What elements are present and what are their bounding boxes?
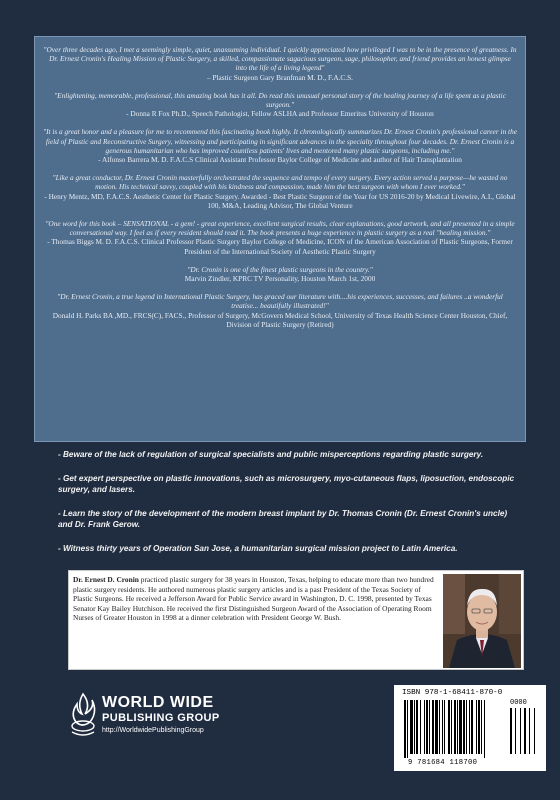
blurb-quote: "Over three decades ago, I met a seemingly simple, quiet, unassuming individual. I quickly appreciated how privileged I was to be in the presence of greatness. In Dr. Ernest Cronin's Healing Mission of Plastic Surgery, a skilled, compassionate sagacious surgeon, sage, philosopher, and friend provides an honest glimpse into the life of a living legend" [43,45,517,73]
barcode-bar [435,700,438,754]
publisher-url: http://WorldwidePublishingGroup [102,727,204,734]
blurb-quote: "Dr. Cronin is one of the finest plastic surgeons in the country." [187,264,373,274]
barcode-bar [439,700,440,754]
blurb-quote: "Enlightening, memorable, professional, this amazing book has it all. Do read this unusual personal story of the healing journey of a life spent as a plastic surgeon." [54,90,506,110]
barcode-bar [424,700,425,754]
blurb-attribution: - Alfonso Barrera M. D. F.A.C.S Clinical Assistant Professor Baylor College of Medicine and author of Hair Transplantation [98,155,462,165]
barcode-bar [432,700,434,754]
barcode-bar [484,700,485,758]
blurb-attribution: – Plastic Surgeon Gary Branfman M. D., F.A.C.S. [206,72,354,82]
ean-number: 9 781684 118700 [408,759,478,767]
barcode-bar [448,700,450,754]
barcode-bar [404,700,406,758]
addon-bar [510,708,512,754]
blurb-quote: "It is a great honor and a pleasure for me to recommend this fascinating book highly. It chronologically summarizes Dr. Ernest Cronin's professional career in the field of Plastic and Reconstructive Surgery, witnessing and participating in significant advances in the specialty throughout four decades. Dr. Ernest Cronin is a generous humanitarian who has improved countless patients' lives and mentored many plastic surgeons, including me." [43,127,517,155]
addon-bar [520,708,521,754]
addon-bar [524,708,526,754]
globe-flame-icon [68,692,98,738]
barcode-bar [454,700,456,754]
blurb-attribution: Donald H. Parks BA ,MD., FRCS(C), FACS., Professor of Surgery, McGovern Medical School, University of Texas Health Science Center Houston, Chief, Division of Plastic Surgery (Retired) [52,310,508,329]
publisher-name-line1: WORLD WIDE [102,694,214,711]
barcode-bar [414,700,415,754]
barcode-bar [466,700,467,754]
barcode-bar [442,700,443,754]
blurb-attribution: Marvin Zindler, KPRC TV Personality, Houston March 1st, 2000 [184,274,376,284]
publisher-name-line2: PUBLISHING GROUP [102,712,220,724]
testimonials-panel [34,36,526,442]
barcode-bar [426,700,428,754]
blurb-attribution: - Donna R Fox Ph.D., Speech Pathologist, Fellow ASLHA and Professor Emeritus University of Houston [126,109,434,119]
barcode-bar [457,700,458,754]
bullet-item: - Witness thirty years of Operation San Jose, a humanitarian surgical mission project to Latin America. [58,543,458,553]
barcode-bar [463,700,465,754]
barcode-bar [476,700,477,754]
barcode-bar [471,700,473,754]
bullet-item: - Learn the story of the development of the modern breast implant by Dr. Thomas Cronin (Dr. Ernest Cronin's uncle) and Dr. Frank Gerow. [58,508,508,529]
barcode-price-code: 0000 [510,699,527,707]
addon-bar [529,708,530,754]
blurb-attribution: - Henry Mentz, MD, F.A.C.S. Aesthetic Center for Plastic Surgery. Awarded - Best Plastic Surgeon of the Year for US 2016-20 by Medical Livewire, A.I., Global 100, M&A, Leading Advisor, The Global Venture [44,191,516,210]
barcode-bar [459,700,462,754]
barcode-bar [444,700,445,754]
addon-bar [534,708,535,754]
barcode-bar [429,700,430,754]
barcode-bar [481,700,482,754]
author-bio-text [73,575,439,623]
author-bio-box [68,570,524,670]
author-name: Dr. Ernest D. Cronin [73,575,139,584]
blurb-quote: "One word for this book – SENSATIONAL - a gem! - great experience, excellent surgical results, clear explanations, good artwork, and all presented in a simple conversational way. I feel as if every resident should read it. The book presents a huge experience in plastic surgery as a real "healing mission." [45,219,515,238]
isbn-label: ISBN 978-1-68411-870-0 [402,689,503,697]
bullet-item: - Get expert perspective on plastic innovations, such as microsurgery, myo-cutaneous flaps, liposuction, endoscopic surgery, and lasers. [58,473,515,494]
author-photo [443,574,521,668]
barcode-bar [451,700,452,754]
author-bio-body: practiced plastic surgery for 38 years in Houston, Texas, helping to educate more than two hundred plastic surgery residents. He authored numerous plastic surgery articles and is a past President of the Texas Society of Plastic Surgeons. He received a Jefferson Award for Public Service award in Washington, D. C. 1998, presented by Texas Senator Kay Bailey Hutchison. He received the first Distinguished Surgeon Award of the Association of Operating Room Nurses of Greater Houston in 1998 at a dinner celebration with President George W. Bush. [73,575,434,623]
publisher-logo [68,690,298,750]
isbn-barcode [394,685,546,771]
addon-bar [515,708,516,754]
barcode-bar [420,700,421,754]
barcode-bar [407,700,408,758]
barcode-bar [416,700,418,754]
feature-bullets [58,449,518,566]
author-portrait-image [443,574,521,668]
barcode-bars [402,700,540,758]
barcode-bar [469,700,470,754]
bullet-item: - Beware of the lack of regulation of surgical specialists and public misperceptions regarding plastic surgery. [58,450,484,459]
barcode-bar [410,700,413,754]
blurb-attribution: - Thomas Biggs M. D. F.A.C.S. Clinical Professor Plastic Surgery Baylor College of Medicine, ICON of the American Association of Plastic Surgeons, Former President of the International Society of Aesthetic Plastic Surgery [47,237,513,256]
barcode-bar [478,700,480,754]
blurb-quote: "Like a great conductor, Dr. Ernest Cronin masterfully orchestrated the sequence and tempo of every surgery. Every action served a purpose—he wasted no motion. His technical savvy, coupled with his kindness and compassion, made him the best surgeon with whom I ever worked." [52,173,508,192]
blurb-quote: "Dr. Ernest Cronin, a true legend in International Plastic Surgery, has graced our literature with....his experiences, successes, and failures ..a wonderful treatise... beautifully illustrated!" [57,292,503,311]
